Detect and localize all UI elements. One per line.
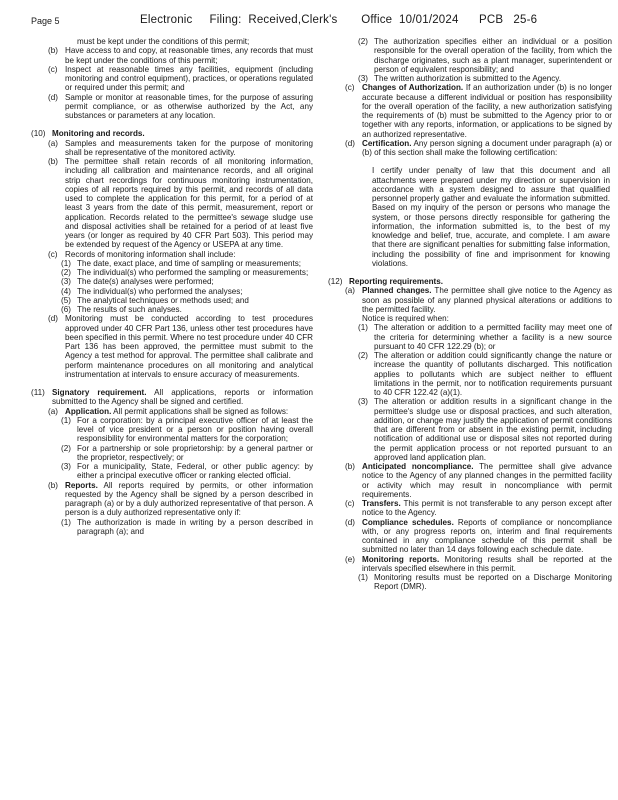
section-10-heading: (10) Monitoring and records.	[31, 129, 145, 139]
paragraph-continuation: must be kept under the conditions of this permit;	[77, 37, 250, 46]
page-number: Page 5	[31, 16, 60, 26]
section-10-c-5: (5) The analytical techniques or methods used; and	[61, 295, 249, 305]
section-12-e: (e) Monitoring reports. Monitoring results shall be reported at the intervals specified elsewhere in this permit.	[345, 554, 613, 573]
section-11-b-1: (1) The authorization is made in writing by a person described in paragraph (a); and	[61, 517, 313, 536]
section-10-c-1: (1) The date, exact place, and time of sampling or measurements;	[61, 258, 302, 268]
section-10-c-6: (6) The results of such analyses.	[61, 305, 182, 314]
section-12-e-1: (1) Monitoring results must be reported on a Discharge Monitoring Report (DMR).	[358, 573, 612, 592]
section-11-a-1: (1) For a corporation: by a principal executive officer of at least the level of vice president or a person or position having overall responsibility for environmental matters for the corporation;	[61, 415, 313, 444]
section-11-a-3: (3) For a municipality, State, Federal, or other public agency: by either a principal executive officer or ranking elected official.	[61, 462, 313, 481]
filing-stamp-header: Electronic Filing: Received,Clerk's Office 10/01/2024 PCB 25-6	[140, 14, 538, 26]
section-11-b-2: (2) The authorization specifies either an individual or a position responsible for the overall operation of the facility, from which the discharge originates, such as a plant manager, superintendent or person of equivalent responsibility; and	[358, 37, 612, 74]
certification-statement: I certify under penalty of law that this document and all attachments were prepared under my direction or supervision in accordance with a system designed to assure that qualified personnel properly gather and evaluate the information submitted. Based on my inquiry of the person or persons who manage the system, or those persons directly responsible for gathering the information, the information submitted is, to the best of my knowledge and belief, true, accurate, and complete. I am aware that there are significant penalties for submitting false information, including the possibility of fine and imprisonment for knowing violations.	[372, 166, 610, 268]
section-11-a: (a) Application. All permit applications shall be signed as follows:	[48, 406, 289, 416]
section-12-a-3: (3) The alteration or addition results in a significant change in the permittee's sludge use or disposal practices, and such alteration, addition, or change may justify the application of permit conditions that are different from or absent in the existing permit, including notification of additional use or disposal sites not reported during the permit application process or not reported pursuant to an approved land application plan.	[358, 397, 612, 462]
section-11-b: (b) Reports. All reports required by permits, or other information requested by the Agency shall be signed by a person described in paragraph (a) or by a duly authorized representative of that person. A person is a duly authorized representative only if:	[48, 480, 313, 518]
section-12-c: (c) Transfers. This permit is not transferable to any person except after notice to the Agency.	[345, 499, 612, 518]
left-column	[31, 37, 313, 536]
section-12-a-1: (1) The alteration or addition to a permitted facility may meet one of the criteria for determining whether a facility is a new source pursuant to 40 CFR 122.29 (b); or	[358, 323, 612, 351]
section-10-c-4: (4) The individual(s) who performed the analyses;	[61, 286, 243, 296]
section-11-d: (d) Certification. Any person signing a document under paragraph (a) or (b) of this section shall make the following certification:	[345, 138, 612, 157]
item-c: (c) Inspect at reasonable times any facilities, equipment (including monitoring and control equipment), practices, or operations regulated or required under this permit; and	[48, 64, 313, 93]
section-10-c-3: (3) The date(s) analyses were performed;	[61, 277, 214, 287]
section-11-c: (c) Changes of Authorization. If an authorization under (b) is no longer accurate because a different individual or position has responsibility for the overall operation of the facility, a new authorization satisfying the requirements of (b) must be submitted to the Agency prior to or together with any reports, information, or applications to be signed by an authorized representative.	[345, 83, 613, 139]
section-10-b: (b) The permittee shall retain records of all monitoring information, including all calibration and maintenance records, and all original strip chart recordings for continuous monitoring instrumentation, copies of all reports required by this permit, and records of all data used to complete the application for this permit, for a period of at least 3 years from the date of this permit, measurement, report or application. Records related to the permittee's sewage sludge use and disposal activities shall be retained for a period of at least five years (or longer as required by 40 CFR Part 503). This period may be extended by request of the Agency or USEPA at any time.	[48, 157, 313, 250]
section-11-heading: (11) Signatory requirement. All applications, reports or information submitted to the Agency shall be signed and certified.	[31, 388, 313, 407]
section-12-a: (a) Planned changes. The permittee shall give notice to the Agency as soon as possible of any planned physical alterations or additions to the permitted facility.	[345, 286, 612, 314]
section-11-b-3: (3) The written authorization is submitted to the Agency.	[358, 74, 562, 83]
section-10-c-2: (2) The individual(s) who performed the sampling or measurements;	[61, 268, 309, 277]
section-12-a-2: (2) The alteration or addition could significantly change the nature or increase the quantity of pollutants discharged. This notification applies to pollutants which are subject neither to effluent limitations in the permit, nor to notification requirements pursuant to 40 CFR 122.42 (a)(1).	[358, 351, 612, 397]
notice-required-line: Notice is required when:	[362, 314, 449, 323]
section-12-heading: (12) Reporting requirements.	[328, 277, 443, 286]
section-10-a: (a) Samples and measurements taken for the purpose of monitoring shall be representative of the monitored activity.	[48, 138, 313, 157]
section-11-a-2: (2) For a partnership or sole proprietorship: by a general partner or the proprietor, respectively; or	[61, 443, 313, 462]
item-d: (d) Sample or monitor at reasonable times, for the purpose of assuring permit compliance, or as otherwise authorized by the Act, any substances or parameters at any location.	[48, 92, 313, 120]
section-10-d: (d) Monitoring must be conducted according to test procedures approved under 40 CFR Part 136, unless other test procedures have been specified in this permit. Where no test procedure under 40 CFR Part 136 has been approved, the permittee must submit to the Agency a test method for approval. The permittee shall calibrate and perform maintenance procedures on all monitoring and analytical instrumentation at intervals to ensure accuracy of measurements.	[48, 314, 313, 379]
item-b: (b) Have access to and copy, at reasonable times, any records that must be kept under the conditions of this permit;	[48, 46, 313, 65]
section-12-d: (d) Compliance schedules. Reports of compliance or noncompliance with, or any progress reports on, interim and final requirements contained in any compliance schedule of this permit shall be submitted no later than 14 days following each schedule date.	[345, 517, 612, 555]
section-12-b: (b) Anticipated noncompliance. The permittee shall give advance notice to the Agency of any planned changes in the permitted facility or activity which may result in noncompliance with permit requirements.	[345, 462, 612, 499]
right-column	[328, 37, 612, 592]
section-10-c: (c) Records of monitoring information shall include:	[48, 249, 236, 259]
